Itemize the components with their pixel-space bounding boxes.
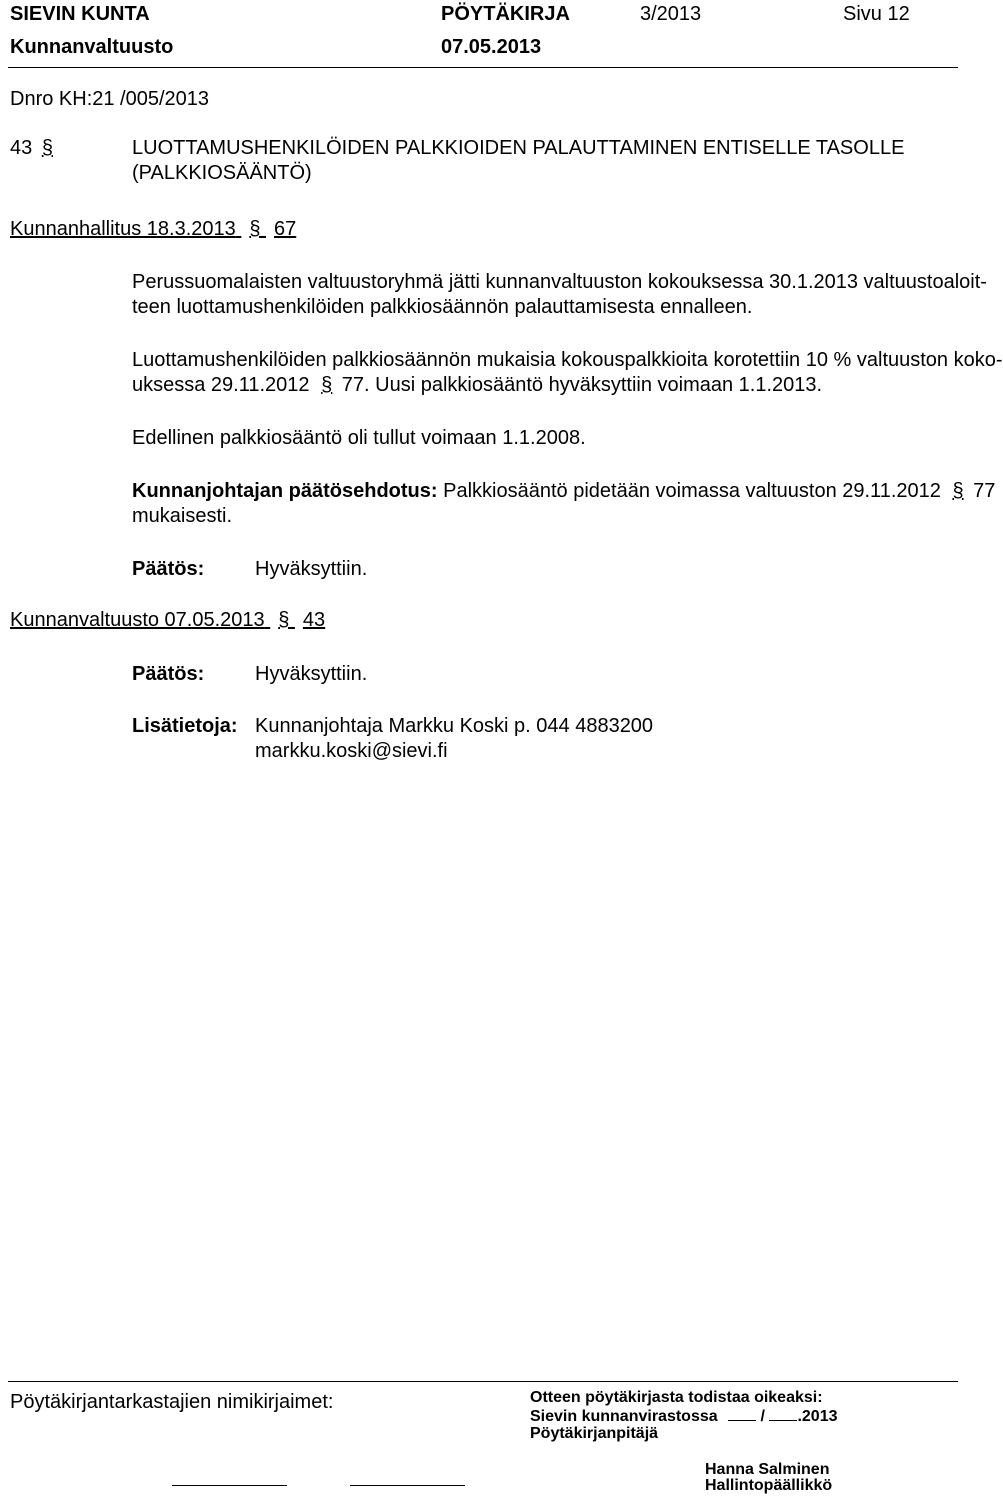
decision-2-text: Hyväksyttiin. [255, 663, 368, 685]
info-label: Lisätietoja: [132, 715, 238, 737]
paragraph-2-line1: Luottamushenkilöiden palkkiosäännön mukaisia kokouspalkkioita korotettiin 10 % valtuuston koko- [132, 349, 1003, 371]
kh-reference [10, 217, 296, 241]
decision-1-text: Hyväksyttiin. [255, 558, 368, 580]
footer-reviewers-label: Pöytäkirjantarkastajien nimikirjaimet: [10, 1391, 334, 1413]
section-number: 43 [10, 137, 33, 159]
section-title-line2: (PALKKIOSÄÄNTÖ) [132, 162, 312, 184]
paragraph-1-line1: Perussuomalaisten valtuustoryhmä jätti kunnanvaltuuston kokouksessa 30.1.2013 valtuustoaloit- [132, 271, 987, 293]
header-doc-type: PÖYTÄKIRJA [441, 3, 570, 25]
footer-date-separator: / [760, 1408, 765, 1425]
kh-ref-symbol: § [249, 218, 261, 240]
proposal-section-symbol: § [952, 480, 964, 502]
p2-rest: 77. Uusi palkkiosääntö hyväksyttiin voimaan 1.1.2013. [341, 374, 823, 396]
footer-day-blank [728, 1404, 756, 1421]
header-rule [8, 67, 958, 68]
paragraph-1-line2: teen luottamushenkilöiden palkkiosäännön palauttamisesta ennalleen. [132, 296, 753, 318]
header-date: 07.05.2013 [441, 36, 542, 58]
kv-reference [10, 608, 325, 632]
kh-ref-number: 67 [274, 218, 297, 240]
footer-role: Pöytäkirjanpitäjä [530, 1425, 659, 1442]
header-page: Sivu 12 [843, 3, 910, 25]
proposal-text: Palkkiosääntö pidetään voimassa valtuuston 29.11.2012 [443, 480, 941, 502]
decision-2-label: Päätös: [132, 663, 205, 685]
paragraph-2-line2 [132, 373, 822, 397]
paragraph-3: Edellinen palkkiosääntö oli tullut voimaan 1.1.2008. [132, 427, 586, 449]
proposal-line1 [132, 479, 995, 503]
proposal-section-number: 77 [973, 480, 996, 502]
proposal-label: Kunnanjohtajan päätösehdotus: [132, 480, 438, 502]
footer-signer-title: Hallintopäällikkö [705, 1477, 833, 1494]
header-doc-number: 3/2013 [640, 3, 702, 25]
decision-1-label: Päätös: [132, 558, 205, 580]
kv-ref-number: 43 [302, 609, 326, 631]
kv-ref-symbol: § [278, 609, 290, 631]
section-title-line1: LUOTTAMUSHENKILÖIDEN PALKKIOIDEN PALAUTTAMINEN ENTISELLE TASOLLE [132, 137, 905, 159]
signature-line-1 [172, 1485, 287, 1486]
kh-ref-text: Kunnanhallitus 18.3.2013 [10, 218, 236, 240]
section-heading [10, 136, 53, 160]
footer-rule [8, 1381, 958, 1382]
info-line1: Kunnanjohtaja Markku Koski p. 044 4883200 [255, 715, 654, 737]
footer-signer-name: Hanna Salminen [705, 1461, 830, 1478]
kv-ref-text: Kunnanvaltuusto 07.05.2013 [10, 609, 265, 631]
footer-year: .2013 [797, 1408, 838, 1425]
header-body: Kunnanvaltuusto [10, 36, 174, 58]
p2-date: uksessa 29.11.2012 [132, 374, 310, 396]
signature-line-2 [350, 1485, 465, 1486]
header-org: SIEVIN KUNTA [10, 3, 150, 25]
section-symbol: § [41, 137, 53, 159]
info-line2: markku.koski@sievi.fi [255, 740, 448, 762]
footer-certify: Otteen pöytäkirjasta todistaa oikeaksi: [530, 1389, 823, 1406]
dnro: Dnro KH:21 /005/2013 [10, 88, 210, 110]
proposal-line2: mukaisesti. [132, 505, 233, 527]
p2-section-symbol: § [321, 374, 333, 396]
footer-month-blank [769, 1404, 797, 1421]
footer-place: Sievin kunnanvirastossa [530, 1408, 718, 1425]
